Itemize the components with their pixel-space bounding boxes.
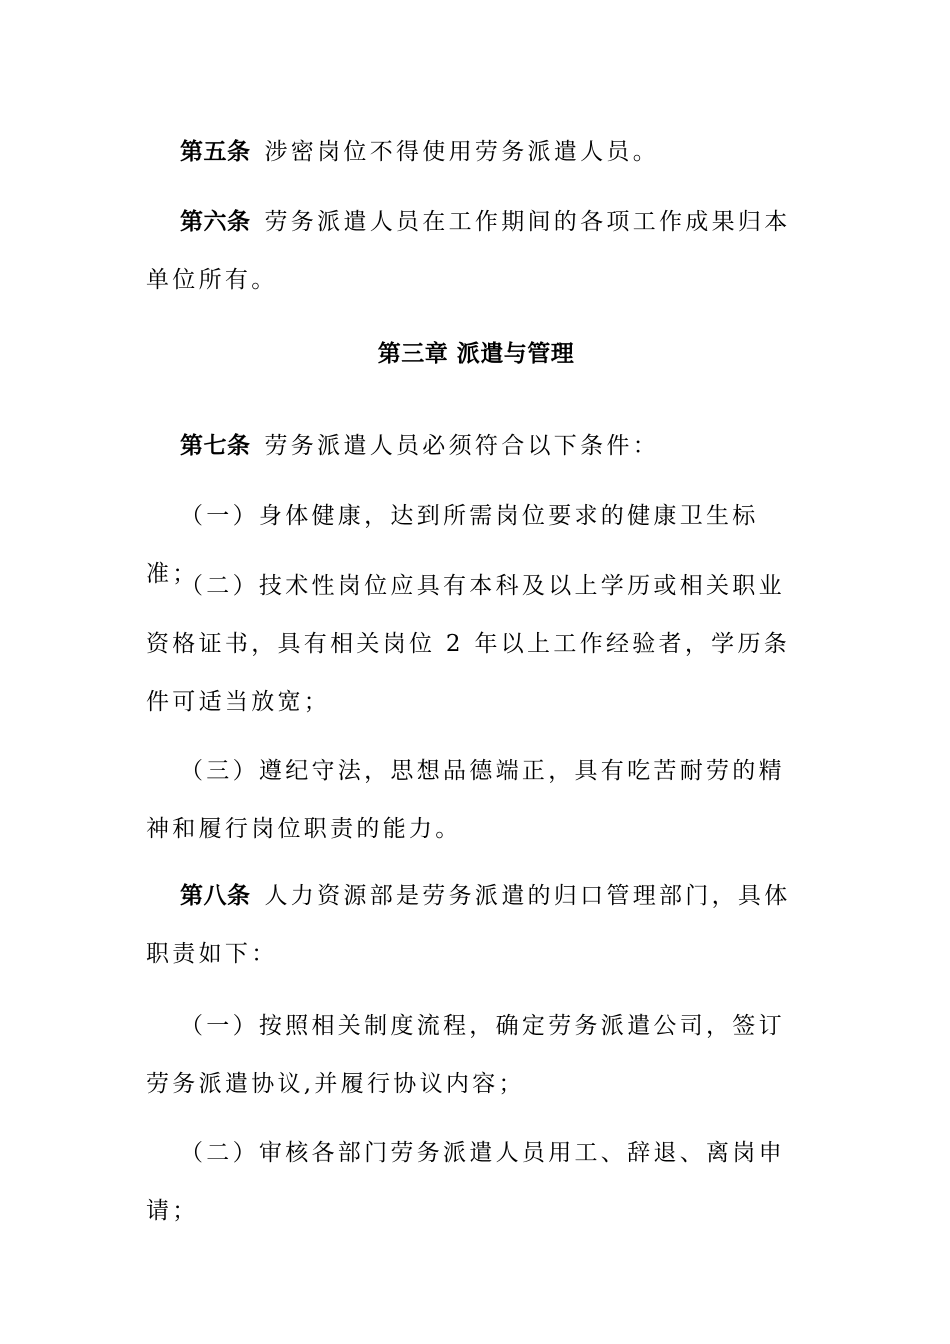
article-6-text: 劳务派遣人员在工作期间的各项工作成果归本单位所有。: [146, 209, 791, 293]
article-7: [146, 417, 806, 475]
article-6-label: 第六条: [180, 209, 251, 235]
article-5-text: 涉密岗位不得使用劳务派遣人员。: [264, 139, 659, 165]
article-8-item-1: （一）按照相关制度流程，确定劳务派遣公司，签订劳务派遣协议,并履行协议内容；: [146, 1013, 785, 1097]
chapter-title: 第三章 派遣与管理: [377, 341, 575, 367]
article-6: [146, 193, 806, 309]
article-7-text: 劳务派遣人员必须符合以下条件：: [264, 433, 659, 459]
article-7-item-1: （一）身体健康，达到所需岗位要求的健康卫生标准；: [146, 503, 759, 587]
article-7-item-2: （二）技术性岗位应具有本科及以上学历或相关职业资格证书，具有相关岗位 2 年以上工作经验者，学历条件可适当放宽；: [146, 573, 791, 715]
article-5: [146, 123, 806, 181]
article-5-label: 第五条: [180, 139, 251, 165]
article-8-label: 第八条: [180, 883, 251, 909]
article-7-item-3: （三）遵纪守法，思想品德端正，具有吃苦耐劳的精神和履行岗位职责的能力。: [146, 758, 785, 842]
article-8-item-2: （二）审核各部门劳务派遣人员用工、辞退、离岗申请；: [146, 1140, 785, 1224]
article-8-text: 人力资源部是劳务派遣的归口管理部门，具体职责如下：: [146, 883, 791, 967]
article-8: [146, 867, 806, 983]
article-7-label: 第七条: [180, 433, 251, 459]
